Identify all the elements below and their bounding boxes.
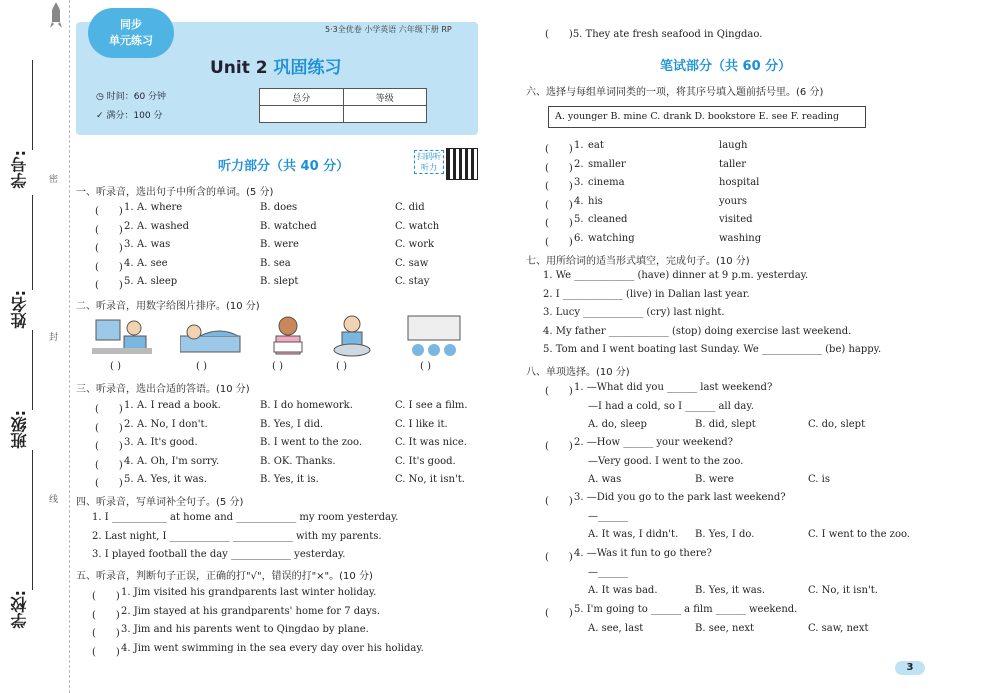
q3-title: 三、听录音，选出合适的答语。(10 分) <box>76 384 250 395</box>
answer-paren[interactable]: ( ) <box>545 552 573 563</box>
question-reply: —I had a cold, so I ______ all day. <box>588 400 754 412</box>
page-number: 3 <box>895 661 925 675</box>
question-number: 4. <box>124 455 134 467</box>
option-c[interactable]: C. did <box>395 202 425 213</box>
rocket-icon <box>50 2 62 30</box>
cut-mark-feng: 封 <box>49 333 59 343</box>
option-b[interactable]: B. were <box>260 239 299 250</box>
word-1: smaller <box>588 158 626 170</box>
question-reply: —______ <box>588 566 628 578</box>
option-c[interactable]: C. watch <box>395 220 440 232</box>
picture-boy-computer <box>92 314 154 358</box>
question-text: 2. —How ______ your weekend? <box>574 437 734 448</box>
score-table <box>259 88 427 123</box>
question-text: 3. —Did you go to the park last weekend? <box>574 492 786 503</box>
option-a[interactable]: A. see <box>137 257 168 269</box>
answer-paren[interactable]: ( ) <box>95 404 123 415</box>
answer-paren[interactable]: ( ) <box>545 199 573 211</box>
option-b[interactable]: B. Yes, it was. <box>695 584 766 596</box>
option-c[interactable]: C. do, slept <box>808 419 866 430</box>
answer-paren[interactable]: ( ) <box>92 628 120 639</box>
word-2: washing <box>719 232 762 244</box>
q1-title: 一、听录音，选出句子中所含的单词。(5 分) <box>76 187 274 198</box>
picture-girl-reading <box>266 314 310 358</box>
class-label: 班级: <box>10 410 29 449</box>
q2-title: 二、听录音，用数字给图片排序。(10 分) <box>76 301 260 312</box>
q4-title: 四、听录音，写单词补全句子。(5 分) <box>76 497 244 508</box>
fill-in-sentence[interactable]: 1. We ____________ (have) dinner at 9 p.m. yesterday. <box>543 270 809 281</box>
qr-code-icon[interactable] <box>446 148 478 180</box>
answer-paren[interactable]: ( ) <box>545 29 573 40</box>
answer-paren[interactable]: ( ) <box>545 181 573 192</box>
true-false-sentence: 2. Jim stayed at his grandparents' home for 7 days. <box>121 605 381 617</box>
word-2: laugh <box>719 140 748 151</box>
answer-paren[interactable]: ( ) <box>95 243 123 254</box>
question-number: 1. <box>124 400 134 411</box>
question-number: 3. <box>124 239 134 250</box>
option-b[interactable]: B. I do homework. <box>260 400 353 411</box>
name-label: 姓名: <box>10 290 29 329</box>
option-a[interactable]: A. do, sleep <box>588 419 647 430</box>
q5-title: 五、听录音，判断句子正误，正确的打"√"，错误的打"×"。(10 分) <box>76 571 373 582</box>
picture-boy-washing <box>330 314 374 358</box>
fill-in-sentence[interactable]: 1. I ___________ at home and ____________ my room yesterday. <box>92 512 399 523</box>
option-c[interactable]: C. I went to the zoo. <box>808 528 910 540</box>
picture-2-blank[interactable]: ( ) <box>196 361 207 372</box>
question-number: 1. <box>574 140 584 151</box>
question-number: 2. <box>574 158 584 170</box>
fill-in-sentence[interactable]: 3. Lucy ____________ (cry) last night. <box>543 307 725 318</box>
fill-in-sentence[interactable]: 2. Last night, I ____________ ____________ with my parents. <box>92 530 382 542</box>
option-b[interactable]: B. sea <box>260 257 291 269</box>
question-number: 5. <box>574 214 584 225</box>
option-b[interactable]: B. does <box>260 202 298 213</box>
word-1: watching <box>588 232 635 244</box>
question-number: 4. <box>124 257 134 269</box>
answer-paren[interactable]: ( ) <box>95 261 123 273</box>
answer-paren[interactable]: ( ) <box>545 144 573 155</box>
class-line <box>32 330 33 410</box>
option-a[interactable]: A. It's good. <box>137 437 198 448</box>
scan-to-listen-label: 扫码听听力 <box>414 150 444 174</box>
student-id-line <box>32 60 33 150</box>
option-b[interactable]: B. I went to the zoo. <box>260 437 363 448</box>
answer-paren[interactable]: ( ) <box>95 478 123 489</box>
answer-paren[interactable]: ( ) <box>545 386 573 397</box>
student-id-label: 学号: <box>10 150 29 189</box>
question-reply: —Very good. I went to the zoo. <box>588 455 744 467</box>
option-b[interactable]: B. did, slept <box>695 419 756 430</box>
option-a[interactable]: A. Oh, I'm sorry. <box>137 455 220 467</box>
option-c[interactable]: C. saw, next <box>808 622 869 634</box>
option-a[interactable]: A. washed <box>137 220 189 232</box>
word-2: visited <box>719 214 753 225</box>
option-b[interactable]: B. watched <box>260 220 317 232</box>
answer-paren[interactable]: ( ) <box>545 162 573 174</box>
option-a[interactable]: A. sleep <box>137 276 178 287</box>
true-false-sentence: 4. Jim went swimming in the sea every day over his holiday. <box>121 642 424 654</box>
picture-3-blank[interactable]: ( ) <box>272 361 283 372</box>
q5-item-5: ( )5. They ate fresh seafood in Qingdao. <box>545 29 763 40</box>
answer-paren[interactable]: ( ) <box>92 609 120 621</box>
full-score: ✓ 满分：100 分 <box>96 111 163 121</box>
q7-title: 七、用所给词的适当形式填空，完成句子。(10 分) <box>526 256 750 267</box>
option-a[interactable]: A. No, I don't. <box>137 418 208 430</box>
answer-paren[interactable]: ( ) <box>545 441 573 452</box>
option-a[interactable]: A. I read a book. <box>137 400 221 411</box>
option-a[interactable]: A. It was, I didn't. <box>588 528 679 540</box>
answer-paren[interactable]: ( ) <box>545 218 573 229</box>
grade-header: 等级 <box>343 89 427 106</box>
page-title: Unit 2 巩固练习 <box>210 58 342 78</box>
option-c[interactable]: C. work <box>395 239 435 250</box>
question-text: 1. —What did you ______ last weekend? <box>574 382 773 393</box>
binding-margin <box>0 0 70 693</box>
option-c[interactable]: C. stay <box>395 276 430 287</box>
question-text: 4. —Was it fun to go there? <box>574 548 712 559</box>
question-number: 5. <box>124 276 134 287</box>
option-b[interactable]: B. Yes, I do. <box>695 528 755 540</box>
picture-boy-sleeping <box>180 316 242 356</box>
word-bank-box: A. younger B. mine C. drank D. bookstore E. see F. reading <box>548 106 866 128</box>
question-reply: —______ <box>588 510 628 522</box>
word-1: eat <box>588 140 604 151</box>
word-1: cleaned <box>588 214 628 225</box>
option-c[interactable]: C. I like it. <box>395 418 448 430</box>
book-info-strip: 5·3全优卷 小学英语 六年级下册 RP <box>325 25 452 34</box>
option-b[interactable]: B. OK. Thanks. <box>260 455 336 467</box>
option-c[interactable]: C. I see a film. <box>395 400 468 411</box>
school-line <box>32 450 33 590</box>
option-a[interactable]: A. see, last <box>588 622 644 634</box>
fill-in-sentence[interactable]: 3. I played football the day ____________ yesterday. <box>92 549 346 560</box>
q6-title: 六、选择与每组单词同类的一项，将其序号填入题前括号里。(6 分) <box>526 87 824 98</box>
grade-cell[interactable] <box>343 106 427 123</box>
time-limit: ◷ 时间：60 分钟 <box>96 92 167 102</box>
answer-paren[interactable]: ( ) <box>545 496 573 507</box>
q8-title: 八、单项选择。(10 分) <box>526 367 630 378</box>
answer-paren[interactable]: ( ) <box>545 608 573 619</box>
option-c[interactable]: C. is <box>808 474 830 485</box>
answer-paren[interactable]: ( ) <box>95 206 123 217</box>
question-number: 3. <box>124 437 134 448</box>
word-2: yours <box>719 195 748 207</box>
fill-in-sentence[interactable]: 4. My father ____________ (stop) doing exercise last weekend. <box>543 325 852 337</box>
option-c[interactable]: C. saw <box>395 257 429 269</box>
picture-4-blank[interactable]: ( ) <box>336 361 347 372</box>
option-a[interactable]: A. was <box>588 474 622 485</box>
school-label: 学校: <box>10 590 29 629</box>
question-number: 4. <box>574 195 584 207</box>
picture-5-blank[interactable]: ( ) <box>420 361 431 372</box>
cut-mark-xian: 线 <box>49 495 59 505</box>
word-2: taller <box>719 158 747 170</box>
option-c[interactable]: C. No, it isn't. <box>808 584 878 596</box>
total-score-cell[interactable] <box>260 106 344 123</box>
question-number: 2. <box>124 220 134 232</box>
answer-paren[interactable]: ( ) <box>95 459 123 471</box>
option-b[interactable]: B. were <box>695 474 734 485</box>
word-1: cinema <box>588 177 625 188</box>
question-number: 2. <box>124 418 134 430</box>
true-false-sentence: 1. Jim visited his grandparents last winter holiday. <box>121 587 377 598</box>
picture-cinema <box>406 314 462 358</box>
clock-icon: ◷ <box>96 92 107 102</box>
true-false-sentence: 3. Jim and his parents went to Qingdao by plane. <box>121 624 369 635</box>
option-b[interactable]: B. Yes, it is. <box>260 474 319 485</box>
answer-paren[interactable]: ( ) <box>92 646 120 658</box>
question-text: 5. I'm going to ______ a film ______ weekend. <box>574 604 798 615</box>
fill-in-sentence[interactable]: 2. I ____________ (live) in Dalian last year. <box>543 288 750 300</box>
check-circle-icon: ✓ <box>96 111 107 121</box>
option-a[interactable]: A. where <box>137 202 183 213</box>
option-a[interactable]: A. was <box>137 239 171 250</box>
answer-paren[interactable]: ( ) <box>95 280 123 291</box>
cut-mark-mi: 密 <box>49 175 59 185</box>
listening-section-title: 听力部分（共 40 分） <box>218 159 350 174</box>
answer-paren[interactable]: ( ) <box>92 591 120 602</box>
option-c[interactable]: C. It was nice. <box>395 437 467 448</box>
option-c[interactable]: C. It's good. <box>395 455 456 467</box>
option-b[interactable]: B. see, next <box>695 622 755 634</box>
sync-unit-badge: 同步 单元练习 <box>88 8 174 58</box>
answer-paren[interactable]: ( ) <box>95 441 123 452</box>
fill-in-sentence[interactable]: 5. Tom and I went boating last Sunday. We ____________ (be) happy. <box>543 344 882 355</box>
option-c[interactable]: C. No, it isn't. <box>395 474 465 485</box>
picture-1-blank[interactable]: ( ) <box>110 361 121 372</box>
question-number: 3. <box>574 177 584 188</box>
word-2: hospital <box>719 177 760 188</box>
total-score-header: 总分 <box>260 89 344 106</box>
name-line <box>32 195 33 290</box>
question-number: 5. <box>124 474 134 485</box>
question-number: 1. <box>124 202 134 213</box>
answer-paren[interactable]: ( ) <box>545 236 573 248</box>
option-a[interactable]: A. It was bad. <box>588 584 658 596</box>
word-1: his <box>588 195 603 207</box>
written-section-title: 笔试部分（共 60 分） <box>660 59 792 74</box>
question-number: 6. <box>574 232 584 244</box>
option-a[interactable]: A. Yes, it was. <box>137 474 207 485</box>
answer-paren[interactable]: ( ) <box>95 422 123 434</box>
option-b[interactable]: B. slept <box>260 276 299 287</box>
option-b[interactable]: B. Yes, I did. <box>260 418 324 430</box>
answer-paren[interactable]: ( ) <box>95 224 123 236</box>
